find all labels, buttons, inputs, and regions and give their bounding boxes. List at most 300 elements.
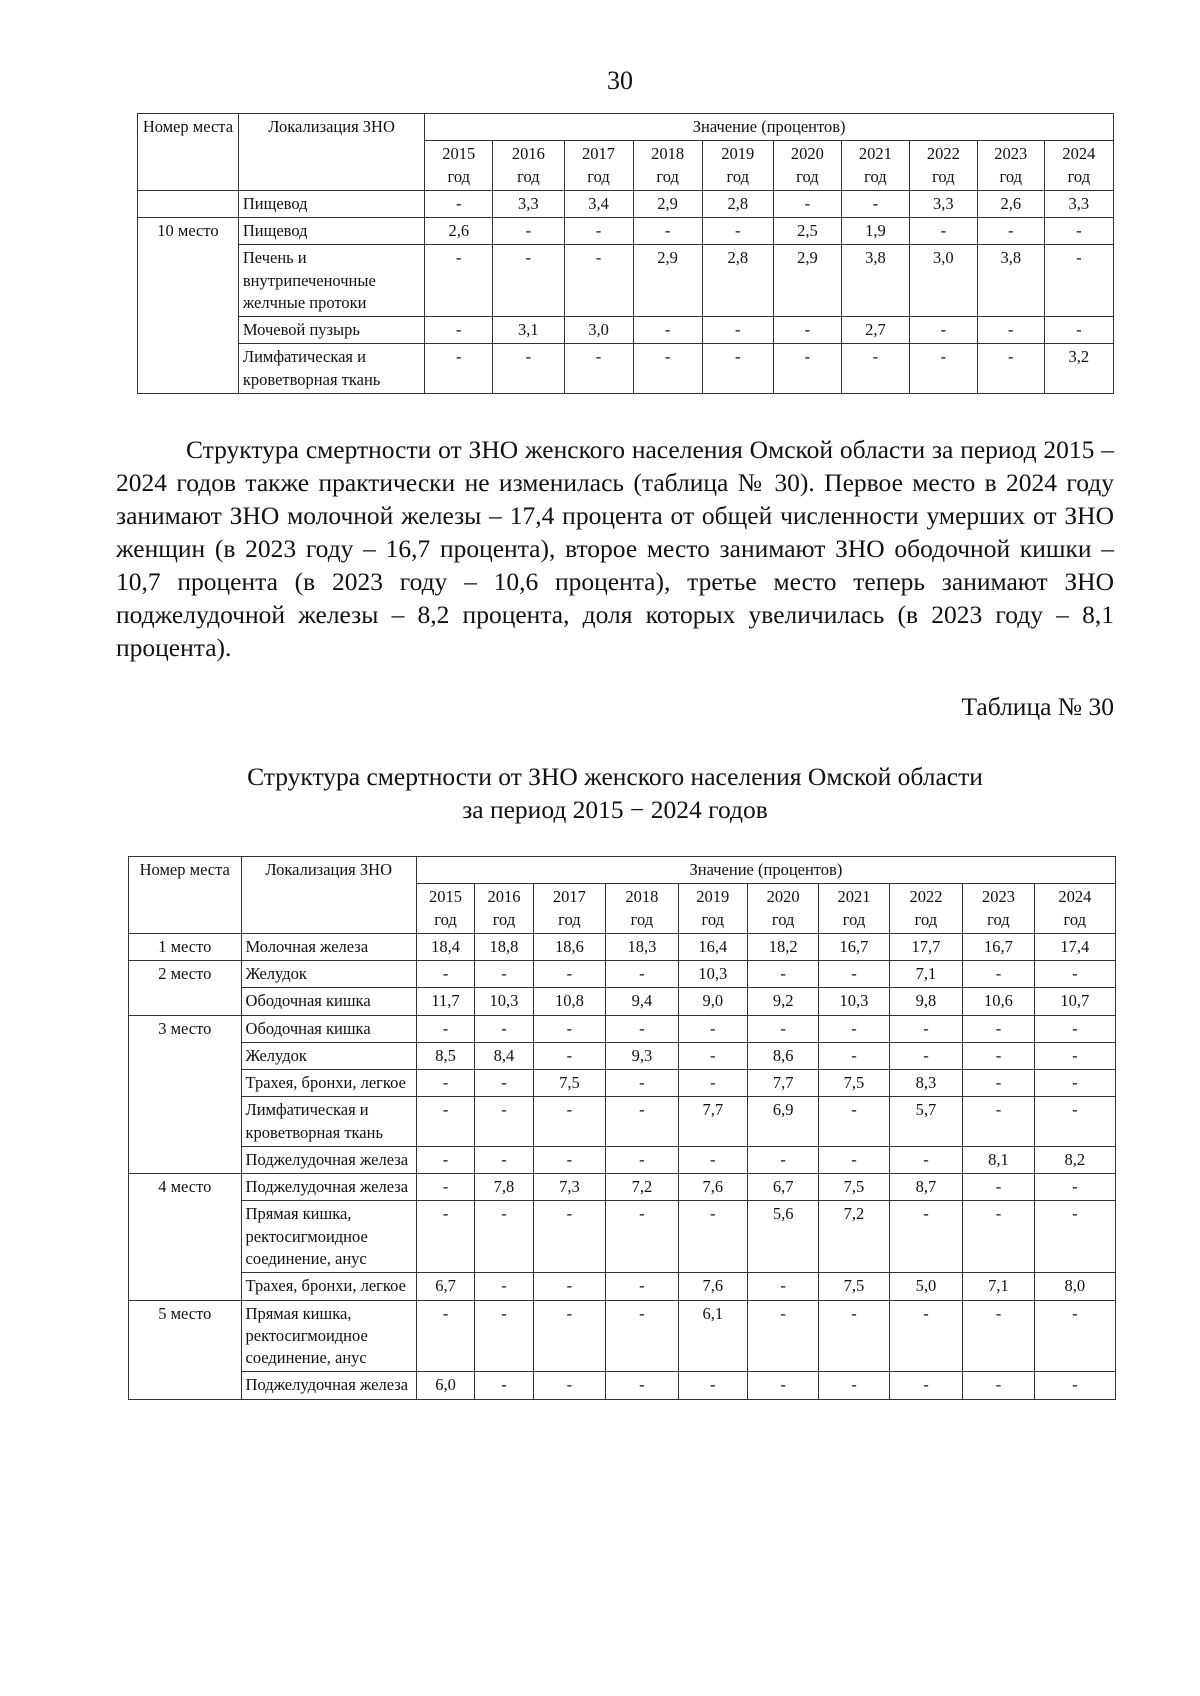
value-cell: - (841, 190, 909, 217)
value-cell: - (493, 245, 564, 317)
value-cell: - (1034, 1300, 1115, 1372)
value-cell: - (1044, 245, 1113, 317)
header-year (702, 141, 773, 191)
header-year (425, 141, 493, 191)
year-suffix: год (1067, 166, 1091, 186)
year-number: 2018 (625, 887, 659, 907)
year-suffix: год (630, 909, 654, 929)
value-cell: - (633, 317, 702, 344)
value-cell: - (533, 1097, 606, 1147)
value-cell: - (889, 1201, 963, 1273)
value-cell: - (819, 1146, 889, 1173)
value-cell: 9,2 (747, 988, 818, 1015)
value-cell: - (606, 1372, 679, 1399)
value-cell: - (889, 1015, 963, 1042)
header-value: Значение (процентов) (425, 114, 1114, 141)
value-cell: 8,4 (475, 1042, 533, 1069)
year-number: 2019 (696, 887, 730, 907)
value-cell: - (606, 1070, 679, 1097)
value-cell: 6,1 (678, 1300, 747, 1372)
value-cell: - (963, 1097, 1034, 1147)
value-cell: 18,2 (747, 933, 818, 960)
year-number: 2016 (487, 887, 521, 907)
value-cell: - (1034, 1372, 1115, 1399)
value-cell: - (564, 245, 633, 317)
value-cell: 7,1 (963, 1273, 1034, 1300)
table-30-header (129, 857, 1116, 934)
value-cell: - (909, 317, 977, 344)
table-row (129, 961, 1116, 988)
value-cell: 5,6 (747, 1201, 818, 1273)
value-cell: 3,3 (909, 190, 977, 217)
header-year (416, 884, 474, 934)
localization-cell: Поджелудочная железа (241, 1174, 416, 1201)
value-cell: 2,7 (841, 317, 909, 344)
value-cell: - (493, 218, 564, 245)
value-cell: 5,7 (889, 1097, 963, 1147)
value-cell: 3,3 (1044, 190, 1113, 217)
year-suffix: год (771, 909, 795, 929)
year-number: 2021 (858, 144, 892, 164)
value-cell: - (747, 1146, 818, 1173)
table-row (129, 1300, 1116, 1372)
value-cell: - (633, 218, 702, 245)
value-cell: - (533, 1042, 606, 1069)
value-cell: - (819, 1300, 889, 1372)
value-cell: 6,9 (747, 1097, 818, 1147)
value-cell: - (533, 1300, 606, 1372)
header-year (564, 141, 633, 191)
localization-cell: Лимфатическая и кроветворная ткань (238, 344, 424, 394)
value-cell: 7,8 (475, 1174, 533, 1201)
year-suffix: год (999, 166, 1023, 186)
value-cell: - (819, 1372, 889, 1399)
value-cell: 7,2 (819, 1201, 889, 1273)
header-year (841, 141, 909, 191)
table-continued (137, 113, 1114, 394)
value-cell: - (702, 344, 773, 394)
year-suffix: год (587, 166, 610, 186)
value-cell: - (633, 344, 702, 394)
value-cell: 7,6 (678, 1174, 747, 1201)
value-cell: - (533, 961, 606, 988)
value-cell: 2,5 (773, 218, 841, 245)
value-cell: - (1034, 1042, 1115, 1069)
value-cell: 8,6 (747, 1042, 818, 1069)
year-number: 2024 (1062, 144, 1096, 164)
year-number: 2017 (552, 887, 586, 907)
table-row (138, 190, 1114, 217)
year-number: 2015 (442, 144, 476, 164)
header-year (819, 884, 889, 934)
table-30 (128, 856, 1116, 1400)
header-row (129, 857, 1116, 884)
table-row (129, 1201, 1116, 1273)
value-cell: 8,7 (889, 1174, 963, 1201)
table-row (129, 1015, 1116, 1042)
value-cell: 9,4 (606, 988, 679, 1015)
value-cell: - (606, 1201, 679, 1273)
value-cell: - (425, 344, 493, 394)
value-cell: - (747, 1273, 818, 1300)
table-row (129, 988, 1116, 1015)
year-number: 2023 (994, 144, 1028, 164)
header-year (909, 141, 977, 191)
value-cell: - (475, 1146, 533, 1173)
value-cell: 8,0 (1034, 1273, 1115, 1300)
value-cell: - (1034, 961, 1115, 988)
value-cell: 2,9 (633, 190, 702, 217)
body-paragraph (116, 433, 1114, 664)
header-year (977, 141, 1044, 191)
value-cell: - (963, 1372, 1034, 1399)
header-place: Номер места (129, 857, 242, 934)
value-cell: - (606, 1015, 679, 1042)
value-cell: - (889, 1372, 963, 1399)
value-cell: - (889, 1300, 963, 1372)
value-cell: 3,3 (493, 190, 564, 217)
value-cell: - (1044, 218, 1113, 245)
year-suffix: год (517, 166, 540, 186)
year-suffix: год (656, 166, 679, 186)
paragraph-text: Структура смертности от ЗНО женского населения Омской области за период 2015 – 2024 годов также практически не изменилась (таблица № 30). Первое место в 2024 году занимают ЗНО молочной железы – 17,4 процента от общей численности умерших от ЗНО женщин (в 2023 году – 16,7 процента), второе место занимают ЗНО ободочной кишки – 10,7 процента (в 2023 году – 10,6 процента), третье место теперь занимают ЗНО поджелудочной железы – 8,2 процента, доля которых увеличилась (в 2023 году – 8,1 процента). (116, 435, 1114, 662)
place-cell: 4 место (129, 1174, 242, 1300)
header-year (773, 141, 841, 191)
value-cell: - (977, 218, 1044, 245)
header-year (606, 884, 679, 934)
year-number: 2018 (651, 144, 685, 164)
header-localization: Локализация ЗНО (238, 114, 424, 191)
place-cell: 5 место (129, 1300, 242, 1399)
value-cell: - (678, 1201, 747, 1273)
value-cell: 10,6 (963, 988, 1034, 1015)
value-cell: 10,8 (533, 988, 606, 1015)
value-cell: - (564, 218, 633, 245)
localization-cell: Пищевод (238, 218, 424, 245)
table-row (138, 218, 1114, 245)
localization-cell: Поджелудочная железа (241, 1146, 416, 1173)
localization-cell: Мочевой пузырь (238, 317, 424, 344)
year-number: 2017 (582, 144, 616, 164)
value-cell: 9,0 (678, 988, 747, 1015)
header-localization: Локализация ЗНО (241, 857, 416, 934)
value-cell: - (475, 1015, 533, 1042)
year-suffix: год (842, 909, 866, 929)
value-cell: - (909, 344, 977, 394)
localization-cell: Печень и внутрипеченочные желчные протоки (238, 245, 424, 317)
place-cell: 3 место (129, 1015, 242, 1174)
header-year (633, 141, 702, 191)
localization-cell: Желудок (241, 1042, 416, 1069)
value-cell: - (416, 1174, 474, 1201)
value-cell: 8,3 (889, 1070, 963, 1097)
year-number: 2022 (926, 144, 960, 164)
value-cell: - (1034, 1201, 1115, 1273)
value-cell: 18,6 (533, 933, 606, 960)
value-cell: - (819, 1042, 889, 1069)
value-cell: - (702, 317, 773, 344)
table-row (129, 933, 1116, 960)
value-cell: - (475, 1070, 533, 1097)
value-cell: 7,7 (747, 1070, 818, 1097)
table-row (129, 1097, 1116, 1147)
value-cell: - (747, 961, 818, 988)
table-row (129, 1273, 1116, 1300)
value-cell: - (416, 1146, 474, 1173)
value-cell: - (909, 218, 977, 245)
value-cell: - (841, 344, 909, 394)
value-cell: - (977, 344, 1044, 394)
header-year (533, 884, 606, 934)
year-suffix: год (447, 166, 471, 186)
value-cell: - (475, 961, 533, 988)
value-cell: - (1034, 1070, 1115, 1097)
table-row (129, 1174, 1116, 1201)
value-cell: - (773, 344, 841, 394)
localization-cell: Ободочная кишка (241, 988, 416, 1015)
year-suffix: год (796, 166, 819, 186)
value-cell: - (747, 1015, 818, 1042)
value-cell: - (475, 1273, 533, 1300)
place-cell: 10 место (138, 218, 239, 394)
header-year (475, 884, 533, 934)
place-cell: 2 место (129, 961, 242, 1016)
value-cell: - (606, 1300, 679, 1372)
place-cell (138, 190, 239, 217)
table-continued-header (138, 114, 1114, 191)
value-cell: 3,0 (909, 245, 977, 317)
value-cell: - (564, 344, 633, 394)
value-cell: - (533, 1372, 606, 1399)
value-cell: 2,9 (773, 245, 841, 317)
value-cell: 2,8 (702, 190, 773, 217)
value-cell: 16,4 (678, 933, 747, 960)
place-cell: 1 место (129, 933, 242, 960)
year-number: 2021 (837, 887, 871, 907)
value-cell: - (678, 1146, 747, 1173)
year-suffix: год (932, 166, 955, 186)
value-cell: - (678, 1015, 747, 1042)
value-cell: 18,8 (475, 933, 533, 960)
year-number: 2020 (790, 144, 824, 164)
value-cell: - (819, 1097, 889, 1147)
value-cell: - (678, 1372, 747, 1399)
value-cell: - (773, 190, 841, 217)
value-cell: 3,4 (564, 190, 633, 217)
value-cell: - (963, 1015, 1034, 1042)
localization-cell: Трахея, бронхи, легкое (241, 1070, 416, 1097)
value-cell: - (475, 1201, 533, 1273)
year-suffix: год (701, 909, 725, 929)
value-cell: - (963, 1300, 1034, 1372)
header-place: Номер места (138, 114, 239, 191)
value-cell: - (416, 1201, 474, 1273)
value-cell: 8,5 (416, 1042, 474, 1069)
value-cell: - (475, 1300, 533, 1372)
value-cell: 7,5 (819, 1273, 889, 1300)
localization-cell: Прямая кишка, ректосигмоидное соединение, анус (241, 1201, 416, 1273)
value-cell: 1,9 (841, 218, 909, 245)
value-cell: - (747, 1300, 818, 1372)
value-cell: 8,1 (963, 1146, 1034, 1173)
value-cell: 10,3 (475, 988, 533, 1015)
localization-cell: Молочная железа (241, 933, 416, 960)
header-year (678, 884, 747, 934)
table-caption: Таблица № 30 (961, 692, 1114, 721)
table-30-body (129, 933, 1116, 1399)
table-row (129, 1070, 1116, 1097)
table-title-line-2: за период 2015 − 2024 годов (462, 795, 768, 824)
year-number: 2022 (909, 887, 943, 907)
value-cell: - (963, 961, 1034, 988)
value-cell: - (416, 1015, 474, 1042)
table-row (129, 1146, 1116, 1173)
year-suffix: год (492, 909, 516, 929)
value-cell: - (963, 1042, 1034, 1069)
value-cell: 6,0 (416, 1372, 474, 1399)
table-row (138, 317, 1114, 344)
year-suffix: год (864, 166, 887, 186)
value-cell: - (1034, 1015, 1115, 1042)
value-cell: 9,3 (606, 1042, 679, 1069)
value-cell: - (819, 961, 889, 988)
value-cell: 3,0 (564, 317, 633, 344)
value-cell: 17,7 (889, 933, 963, 960)
value-cell: 11,7 (416, 988, 474, 1015)
value-cell: - (963, 1201, 1034, 1273)
value-cell: 18,3 (606, 933, 679, 960)
value-cell: - (606, 961, 679, 988)
localization-cell: Трахея, бронхи, легкое (241, 1273, 416, 1300)
value-cell: - (416, 961, 474, 988)
value-cell: 10,3 (819, 988, 889, 1015)
header-row (138, 114, 1114, 141)
value-cell: - (606, 1146, 679, 1173)
value-cell: 9,8 (889, 988, 963, 1015)
header-year (963, 884, 1034, 934)
header-year (747, 884, 818, 934)
value-cell: - (533, 1273, 606, 1300)
value-cell: - (606, 1273, 679, 1300)
value-cell: 6,7 (416, 1273, 474, 1300)
value-cell: - (678, 1042, 747, 1069)
header-year (889, 884, 963, 934)
year-suffix: год (434, 909, 457, 929)
value-cell: 6,7 (747, 1174, 818, 1201)
value-cell: 7,5 (533, 1070, 606, 1097)
value-cell: - (475, 1372, 533, 1399)
value-cell: 7,5 (819, 1174, 889, 1201)
value-cell: 10,7 (1034, 988, 1115, 1015)
localization-cell: Пищевод (238, 190, 424, 217)
header-year (493, 141, 564, 191)
value-cell: - (819, 1015, 889, 1042)
year-suffix: год (726, 166, 750, 186)
value-cell: - (889, 1146, 963, 1173)
value-cell: - (533, 1146, 606, 1173)
year-suffix: год (914, 909, 938, 929)
value-cell: 7,7 (678, 1097, 747, 1147)
year-suffix: год (1063, 909, 1087, 929)
value-cell: - (425, 190, 493, 217)
value-cell: - (533, 1201, 606, 1273)
value-cell: 7,2 (606, 1174, 679, 1201)
value-cell: - (977, 317, 1044, 344)
localization-cell: Поджелудочная железа (241, 1372, 416, 1399)
localization-cell: Ободочная кишка (241, 1015, 416, 1042)
value-cell: 3,2 (1044, 344, 1113, 394)
year-number: 2019 (721, 144, 755, 164)
year-number: 2016 (511, 144, 545, 164)
value-cell: - (702, 218, 773, 245)
value-cell: 3,1 (493, 317, 564, 344)
table-continued-body (138, 190, 1114, 393)
value-cell: - (1034, 1174, 1115, 1201)
localization-cell: Лимфатическая и кроветворная ткань (241, 1097, 416, 1147)
value-cell: 16,7 (819, 933, 889, 960)
header-year (1034, 884, 1115, 934)
table-title (116, 760, 1114, 826)
value-cell: - (747, 1372, 818, 1399)
year-number: 2020 (766, 887, 800, 907)
value-cell: - (889, 1042, 963, 1069)
value-cell: 3,8 (841, 245, 909, 317)
year-number: 2024 (1058, 887, 1092, 907)
localization-cell: Желудок (241, 961, 416, 988)
value-cell: - (773, 317, 841, 344)
value-cell: 2,9 (633, 245, 702, 317)
value-cell: 10,3 (678, 961, 747, 988)
value-cell: 17,4 (1034, 933, 1115, 960)
header-value: Значение (процентов) (416, 857, 1115, 884)
table-row (138, 344, 1114, 394)
table-row (138, 245, 1114, 317)
value-cell: - (963, 1174, 1034, 1201)
value-cell: 2,6 (425, 218, 493, 245)
value-cell: - (425, 245, 493, 317)
value-cell: - (416, 1097, 474, 1147)
table-row (129, 1372, 1116, 1399)
page-number: 30 (607, 66, 633, 95)
value-cell: - (963, 1070, 1034, 1097)
value-cell: - (533, 1015, 606, 1042)
value-cell: 7,1 (889, 961, 963, 988)
year-number: 2023 (981, 887, 1015, 907)
value-cell: - (425, 317, 493, 344)
year-suffix: год (558, 909, 581, 929)
value-cell: 2,6 (977, 190, 1044, 217)
header-year (1044, 141, 1113, 191)
value-cell: - (1034, 1097, 1115, 1147)
value-cell: 7,5 (819, 1070, 889, 1097)
value-cell: - (416, 1300, 474, 1372)
value-cell: - (475, 1097, 533, 1147)
table-row (129, 1042, 1116, 1069)
value-cell: 8,2 (1034, 1146, 1115, 1173)
value-cell: - (416, 1070, 474, 1097)
year-number: 2015 (429, 887, 463, 907)
value-cell: - (606, 1097, 679, 1147)
value-cell: 2,8 (702, 245, 773, 317)
value-cell: 3,8 (977, 245, 1044, 317)
value-cell: - (1044, 317, 1113, 344)
year-suffix: год (987, 909, 1010, 929)
value-cell: 16,7 (963, 933, 1034, 960)
value-cell: - (678, 1070, 747, 1097)
value-cell: 7,6 (678, 1273, 747, 1300)
localization-cell: Прямая кишка, ректосигмоидное соединение, анус (241, 1300, 416, 1372)
value-cell: 18,4 (416, 933, 474, 960)
